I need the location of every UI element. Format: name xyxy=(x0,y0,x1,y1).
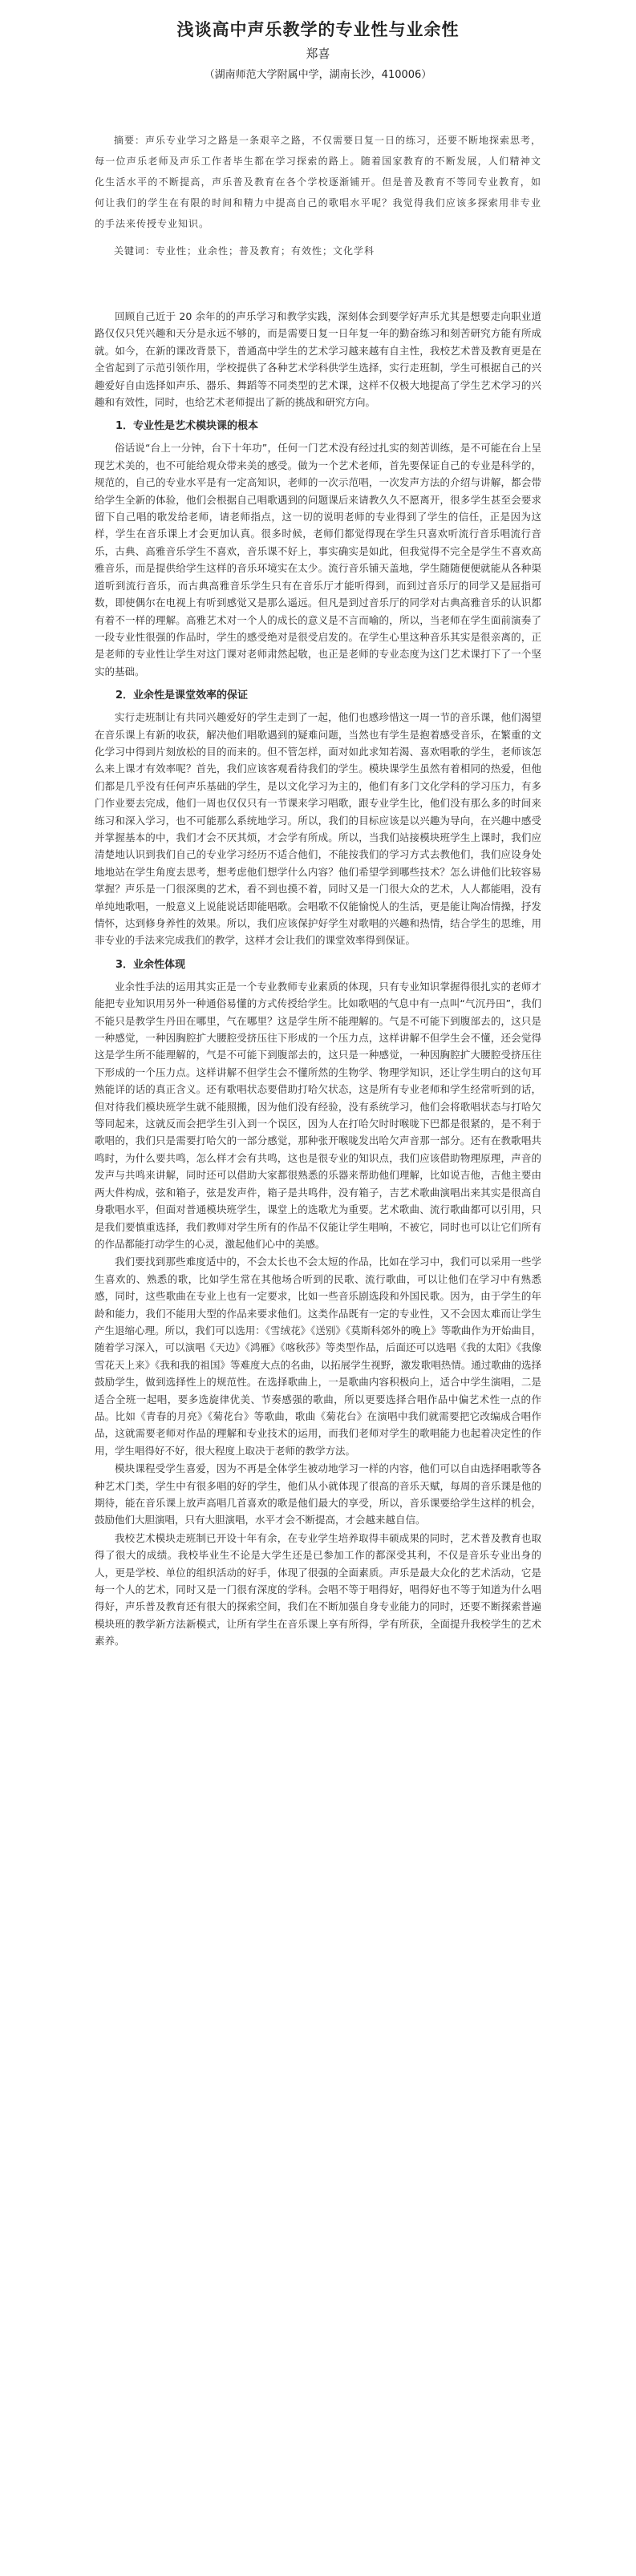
section-3-paragraph-2: 我们要找到那些难度适中的，不会太长也不会太短的作品，比如在学习中，我们可以采用一些学生喜欢的、熟悉的歌，比如学生常在其他场合听到的民歌、流行歌曲，可以让他们在学习中有熟悉感，同时，这些歌曲在专业上也有一定要求，比如一些音乐剧选段和外国民歌。因为，由于学生的年龄和能力，我们不能用大型的作品来要求他们。这类作品既有一定的专业性，又不会因太难而让学生产生退缩心理。所以，我们可以选用：《雪绒花》《送别》《莫斯科郊外的晚上》等歌曲作为开始曲目，随着学习深入，可以演唱《天边》《鸿雁》《喀秋莎》等类型作品，后面还可以选唱《我的太阳》《我像雪花天上来》《我和我的祖国》等难度大点的名曲，以拓展学生视野，激发歌唱热情。通过歌曲的选择鼓励学生，做到选择性上的规范性。在选择歌曲上，一是歌曲内容积极向上，适合中学生演唱，二是适合全班一起唱，要多选旋律优美、节奏感强的歌曲，所以更要选择合唱作品中偏艺术性一点的作品。比如《青春的月亮》《菊花台》等歌曲，歌曲《菊花台》在演唱中我们就需要把它改编成合唱作品，这就需要老师对作品的理解和专业技术的运用，而我们老师对学生的歌唱能力也起着决定性的作用，学生唱得好不好，很大程度上取决于老师的教学方法。 xyxy=(95,1256,541,1457)
intro-paragraph: 回顾自己近于 20 余年的的声乐学习和教学实践，深刻体会到要学好声乐尤其是想要走向职业道路仅仅只凭兴趣和天分是永远不够的，而是需要日复一日年复一年的勤奋练习和刻苦研究方能有所成就。如今，在新的课改背景下，普通高中学生的艺术学习越来越有自主性，我校艺术普及教育更是在全省起到了示范引领作用，学校提供了各种艺术学科供学生选择，实行走班制，学生可根据自己的兴趣爱好自由选择如声乐、器乐、舞蹈等不同类型的艺术课，这样不仅极大地提高了学生艺术学习的兴趣和有效性，同时，也给艺术老师提出了新的挑战和研究方向。 xyxy=(95,310,541,409)
section-1-paragraph-1: 俗话说“台上一分钟，台下十年功”，任何一门艺术没有经过扎实的刻苦训练，是不可能在台上呈现艺术美的，也不可能给观众带来美的感受。做为一个艺术老师，首先要保证自己的专业是科学的，规范的，自己的专业水平是有一定高知识，老师的一次示范唱，一次发声方法的介绍与讲解，都会带给学生全新的体验，他们会根据自己唱歌遇到的问题课后来请教久久不愿离开，很多学生甚至会要求留下自己唱的歌发给老师，请老师指点，这一切的说明老师的专业得到了学生的信任，正是因为这样，学生在音乐课上才会更加认真。很多时候，老师们都觉得现在学生只喜欢听流行音乐唱流行音乐，古典、高雅音乐学生不喜欢，音乐课不好上，事实确实是如此，但我觉得不完全是学生不喜欢高雅音乐，而是提供给学生这样的音乐环境实在太少。流行音乐铺天盖地，学生随随便便就能从各种渠道听到流行音乐，而古典高雅音乐学生只有在音乐厅才能听得到，而到过音乐厅的同学又是屈指可数，即使偶尔在电视上有听到感觉又是那么遥远。但凡是到过音乐厅的同学对古典高雅音乐的认识都有着不一样的理解。高雅艺术对一个人的成长的意义是不言而喻的，所以，当老师在学生面前演奏了一段专业性很强的作品时，学生的感受绝对是很受启发的。在学生心里这种音乐其实是很亲离的，正是老师的专业性让学生对这门课对老师肃然起敬，也正是老师的专业态度为这门艺术课打下了一个坚实的基础。 xyxy=(95,442,541,677)
abstract-section xyxy=(95,130,541,261)
keywords-line: 关键词：专业性；业余性；普及教育；有效性；文化学科 xyxy=(114,245,375,257)
abstract-text: 摘要：声乐专业学习之路是一条艰辛之路，不仅需要日复一日的练习，还要不断地探索思考，每一位声乐老师及声乐工作者毕生都在学习探索的路上。随着国家教育的不断发展，人们精神文化生活水平的不断提高，声乐普及教育在各个学校逐渐铺开。但是普及教育不等同专业教育，如何让我们的学生在有限的时间和精力中提高自己的歌唱水平呢？我觉得我们应该多探索用非专业的手法来传授专业知识。 xyxy=(95,135,542,229)
section-3-paragraph-1: 业余性手法的运用其实正是一个专业教师专业素质的体现，只有专业知识掌握得很扎实的老师才能把专业知识用另外一种通俗易懂的方式传授给学生。比如歌唱的气息中有一点叫“气沉丹田”，我们不能只是教学生丹田在哪里，气在哪里？这是学生所不能理解的。气是不可能下到腹部去的，这只是一种感觉，一种因胸腔扩大腰腔受挤压往下形成的一个压力点，这样讲解不但学生会不懂，还会觉得这是学生所不能理解的，气是不可能下到腹部去的，这只是一种感觉，一种因胸腔扩大腰腔受挤压往下形成的一个压力点。这样讲解不但学生会不懂所然的生物学、物理学知识，还让学生明白的这句耳熟能详的话的真正含义。还有歌唱状态要借助打哈欠状态，这是所有专业老师和学生经常听到的话，但对待我们模块班学生就不能照搬，因为他们没有经验，没有系统学习，他们会将歌唱状态与打哈欠等同起来，这就反而会把学生引入到一个误区，因为人在打哈欠时时喉咙下巴都是很紧的，是不利于歌唱的，我们只是需要打哈欠的一部分感觉，那种张开喉咙发出哈欠声音那一部分。还有在教歌唱共鸣时，为什么要共鸣，怎么样才会有共鸣，这也是很专业的知识点，我们应该借助物理原理，声音的发声与共鸣来讲解，同时还可以借助大家都很熟悉的乐器来帮助他们理解，比如说吉他，吉他主要由两大件构成，弦和箱子，弦是发声件，箱子是共鸣件，没有箱子，吉艺术歌曲演唱出来其实是很高自身歌唱水平，但面对普通模块班学生，课堂上的选歌尤为重要。艺术歌曲、流行歌曲都可以引用，只是我们要慎重选择，我们教师对学生所有的作品不仅能让学生唱响，不被它，同时也可以让它们所有的作品都能打动学生的心灵，激起他们心中的美感。 xyxy=(95,980,541,1250)
article-body xyxy=(95,308,541,1650)
closing-paragraph-2: 我校艺术模块走班制已开设十年有余，在专业学生培养取得丰硕成果的同时，艺术普及教育也取得了很大的成绩。我校毕业生不论是大学生还是已参加工作的都深受其利，不仅是音乐专业出身的人，更是学校、单位的组织活动的好手，体现了很强的全面素质。声乐是最大众化的艺术活动，它是每一个人的艺术，同时又是一门很有深度的学科。会唱不等于唱得好，唱得好也不等于知道为什么唱得好，声乐普及教育还有很大的探索空间，我们在不断加强自身专业能力的同时，还要不断探索普遍模块班的教学新方法新模式，让所有学生在音乐课上享有所得，学有所获，全面提升我校学生的艺术素养。 xyxy=(95,1531,541,1648)
closing-paragraph-1: 模块课程受学生喜爱，因为不再是全体学生被动地学习一样的内容，他们可以自由选择唱歌等各种艺术门类，学生中有很多唱的好的学生，他们从小就体现了很高的音乐天赋，每周的音乐课是他的期待，能在音乐课上放声高唱几首喜欢的歌是他们最大的享受，所以，音乐课要给学生这样的机会，鼓励他们大胆演唱，只有大胆演唱，水平才会不断提高，才会越来越自信。 xyxy=(95,1462,541,1527)
section-2-paragraph-1: 实行走班制让有共同兴趣爱好的学生走到了一起，他们也感珍惜这一周一节的音乐课，他们渴望在音乐课上有新的收获，解决他们唱歌遇到的疑难问题，当然也有学生是抱着感受音乐，在繁重的文化学习中得到片刻放松的目的而来的。但不管怎样，面对如此求知若渴、喜欢唱歌的学生，老师该怎么来上课才有效率呢？首先，我们应该客观看待我们的学生。模块课学生虽然有着相同的热爱，但他们都是几乎没有任何声乐基础的学生，是以文化学习为主的，他们有多门文化学科的学习压力，有多门作业要去完成，他们一周也仅仅只有一节课来学习唱歌，跟专业学生比，他们没有那么多的时间来练习和深入学习，也不可能那么系统地学习。所以，我们的目标应该是以兴趣为导向，在兴趣中感受并掌握基本的中，我们才会不厌其烦，才会学有所成。所以，当我们站接模块班学生上课时，我们应清楚地认识到我们自己的专业学习经历不适合他们，不能按我们的学习方式去教他们，我们应设身处地地站在学生角度去思考，想考虑他们想学什么内容？他们希望学到哪些技术？怎么讲他们比较容易掌握？声乐是一门很深奥的艺术，看不到也摸不着，同时又是一门很大众的艺术，人人都能唱，没有单纯地歌唱，一般意义上说能说话即能唱歌。会唱歌不仅能愉悦人的生活，更是能让陶冶情操，抒发情怀，达到修身养性的效果。所以，我们应该保护好学生对歌唱的兴趣和热情，结合学生的思维，用非专业的手法来完成我们的教学，这样才会让我们的课堂效率得到保证。 xyxy=(95,711,541,947)
section-heading-2: 2．业余性是课堂效率的保证 xyxy=(115,689,249,702)
paper-title: 浅谈高中声乐教学的专业性与业余性 xyxy=(176,20,460,39)
author-name: 郑喜 xyxy=(306,47,330,61)
section-heading-1: 1．专业性是艺术模块课的根本 xyxy=(115,420,259,433)
section-heading-3: 3．业余性体现 xyxy=(115,958,186,971)
author-affiliation: （湖南师范大学附属中学，湖南长沙，410006） xyxy=(204,69,432,81)
